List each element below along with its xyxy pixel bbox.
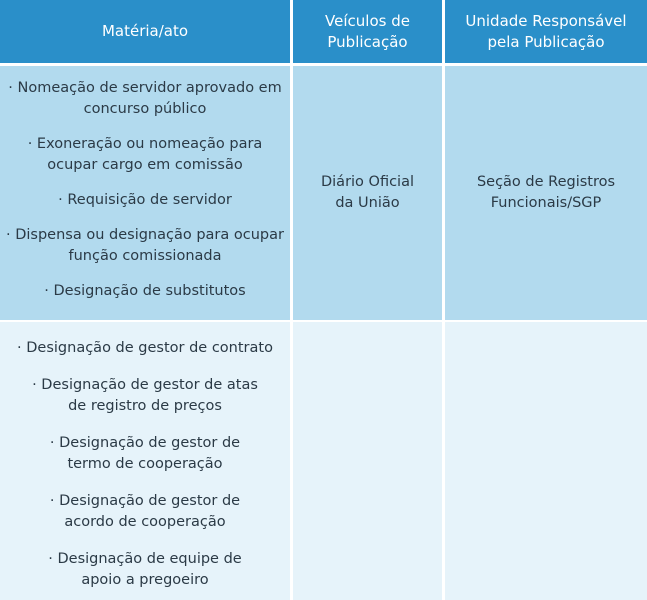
group2-unit-cell [445,322,647,600]
list-item: · Designação de gestor de acordo de cooperação [49,493,241,530]
list-item: · Requisição de servidor [58,192,232,208]
header-materia-label: Matéria/ato [101,22,189,40]
group1-unit: Seção de Registros Funcionais/SGP [476,174,616,211]
group1-vehicle-cell [293,66,445,322]
group1-vehicle: Diário Oficial da União [320,174,414,211]
group2-acts-cell [0,322,293,600]
list-item: · Nomeação de servidor aprovado em concurso público [8,80,282,117]
list-item: · Designação de equipe de apoio a pregoeiro [48,551,242,588]
list-item: · Designação de gestor de atas de registro de preços [32,377,258,414]
header-unidade [445,0,647,66]
list-item: · Designação de gestor de termo de cooperação [49,435,241,472]
group1-acts-list [0,66,290,320]
header-veiculos [293,0,445,66]
group1-acts-cell [0,66,293,322]
header-veiculos-label: Veículos de Publicação [325,11,410,51]
list-item: · Designação de substitutos [44,283,246,299]
group2-acts-list [0,322,290,600]
group2-vehicle-cell [293,322,445,600]
list-item: · Exoneração ou nomeação para ocupar cargo em comissão [27,136,263,173]
group1-unit-cell [445,66,647,322]
header-unidade-label: Unidade Responsável pela Publicação [465,11,627,51]
header-materia [0,0,293,66]
list-item: · Designação de gestor de contrato [17,340,273,356]
list-item: · Dispensa ou designação para ocupar função comissionada [6,227,284,264]
